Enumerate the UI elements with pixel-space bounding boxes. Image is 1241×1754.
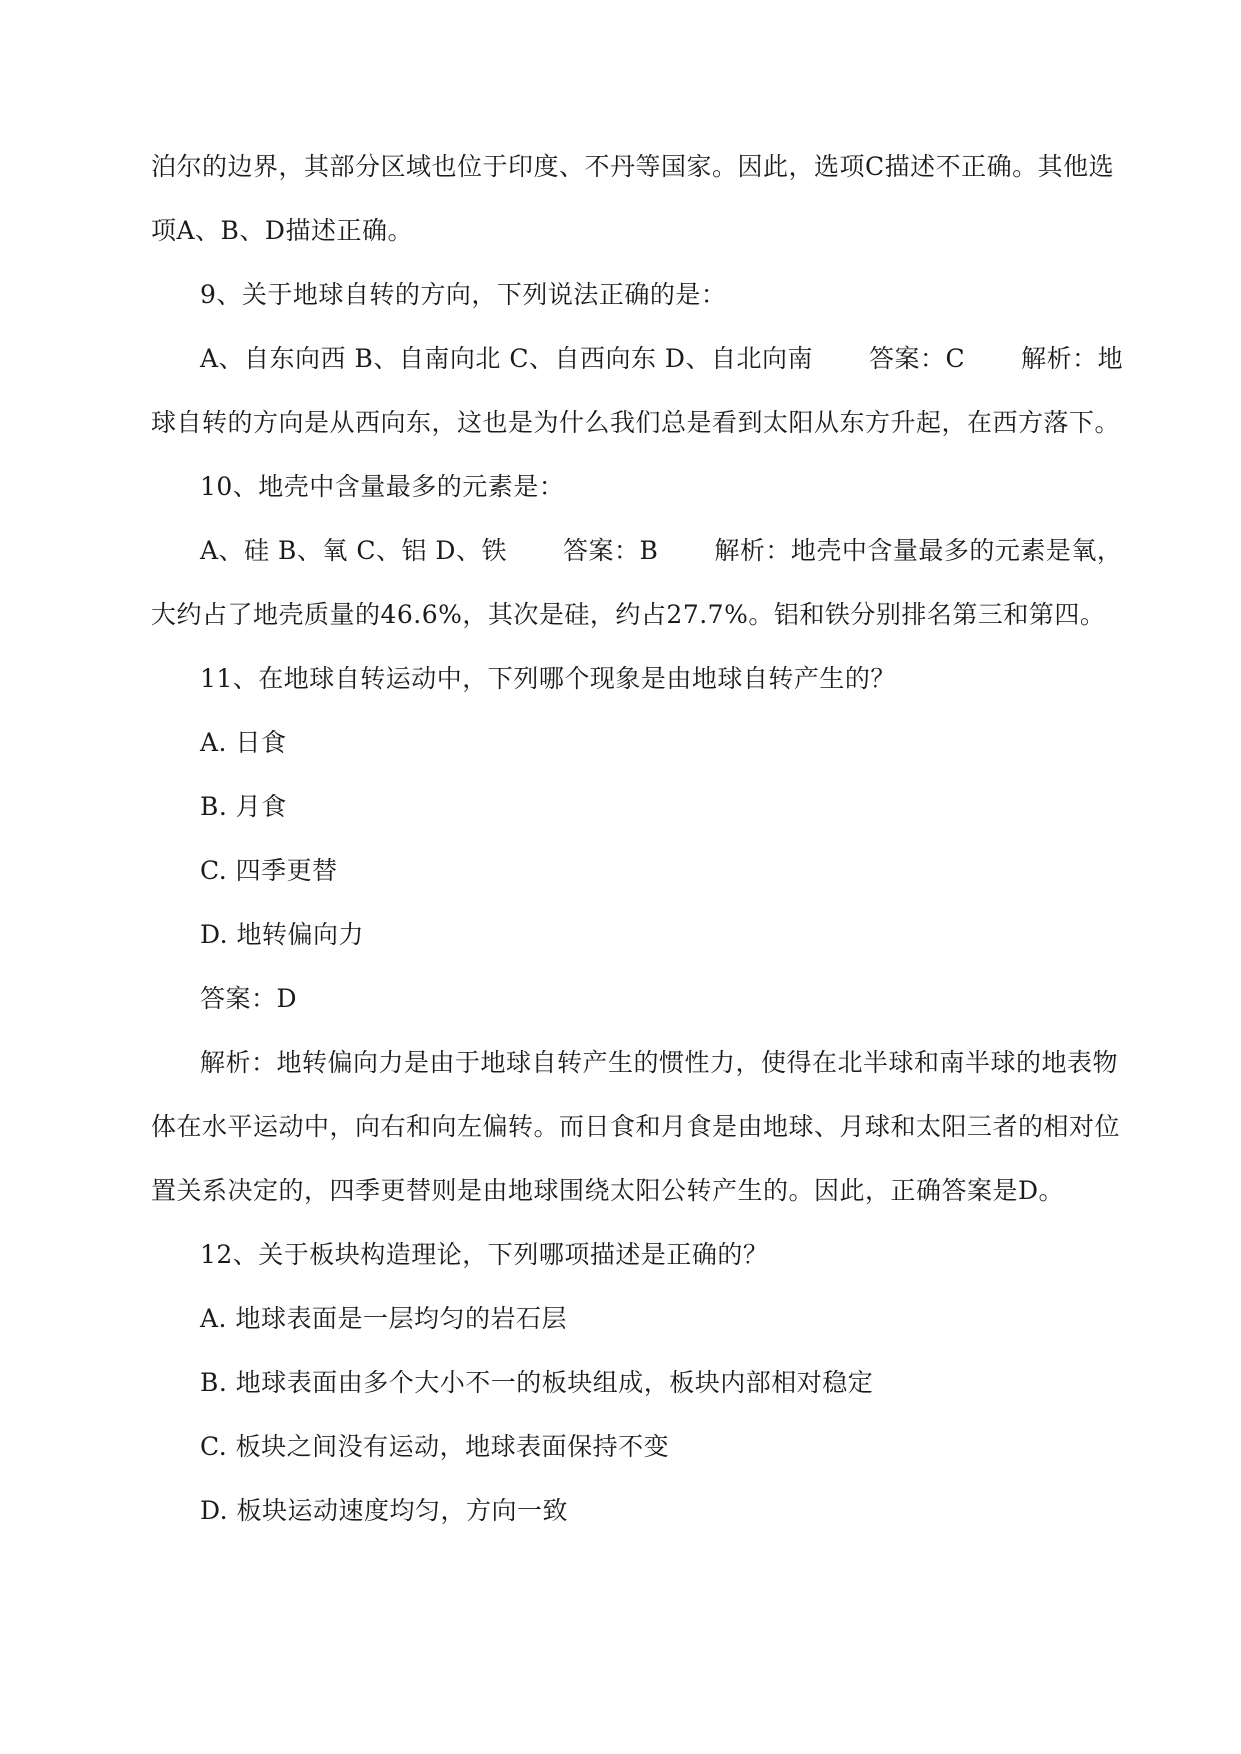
question-12: 12、关于板块构造理论，下列哪项描述是正确的？ <box>200 1240 769 1269</box>
question-11: 11、在地球自转运动中，下列哪个现象是由地球自转产生的？ <box>200 664 896 693</box>
question-11-explanation-cont: 置关系决定的，四季更替则是由地球围绕太阳公转产生的。因此，正确答案是D。 <box>151 1176 1065 1205</box>
question-11-answer: 答案：D <box>200 984 298 1013</box>
question-10-options-answer <box>200 534 1122 568</box>
question-9-options-answer <box>200 342 1123 376</box>
question-11-explanation-cont: 体在水平运动中，向右和向左偏转。而日食和月食是由地球、月球和太阳三者的相对位 <box>151 1112 1121 1141</box>
question-12-option-b: B. 地球表面由多个大小不一的板块组成，板块内部相对稳定 <box>200 1368 874 1397</box>
question-9-explanation-start: 解析：地 <box>1021 344 1124 373</box>
question-11-option-d: D. 地转偏向力 <box>200 920 365 949</box>
question-10-answer: 答案：B <box>562 536 659 565</box>
paragraph-line: 项A、B、D描述正确。 <box>151 216 413 245</box>
question-12-option-d: D. 板块运动速度均匀，方向一致 <box>200 1496 569 1525</box>
question-10: 10、地壳中含量最多的元素是： <box>200 472 565 501</box>
question-9-answer: 答案：C <box>868 344 966 373</box>
question-11-explanation: 解析：地转偏向力是由于地球自转产生的惯性力，使得在北半球和南半球的地表物 <box>200 1048 1119 1077</box>
question-10-explanation: 大约占了地壳质量的46.6%，其次是硅，约占27.7%。铝和铁分别排名第三和第四。 <box>151 600 1106 629</box>
question-11-option-c: C. 四季更替 <box>200 856 338 885</box>
question-12-option-c: C. 板块之间没有运动，地球表面保持不变 <box>200 1432 670 1461</box>
question-9-options: A、自东向西 B、自南向北 C、自西向东 D、自北向南 <box>200 344 813 373</box>
question-11-option-b: B. 月食 <box>200 792 287 821</box>
question-10-explanation-start: 解析：地壳中含量最多的元素是氧， <box>714 536 1123 565</box>
question-10-options: A、硅 B、氧 C、铝 D、铁 <box>200 536 507 565</box>
question-9: 9、关于地球自转的方向，下列说法正确的是： <box>200 280 727 309</box>
question-11-option-a: A. 日食 <box>200 728 287 757</box>
question-12-option-a: A. 地球表面是一层均匀的岩石层 <box>200 1304 567 1333</box>
paragraph-line: 泊尔的边界，其部分区域也位于印度、不丹等国家。因此，选项C描述不正确。其他选 <box>151 152 1115 181</box>
question-9-explanation: 球自转的方向是从西向东，这也是为什么我们总是看到太阳从东方升起，在西方落下。 <box>151 408 1121 437</box>
